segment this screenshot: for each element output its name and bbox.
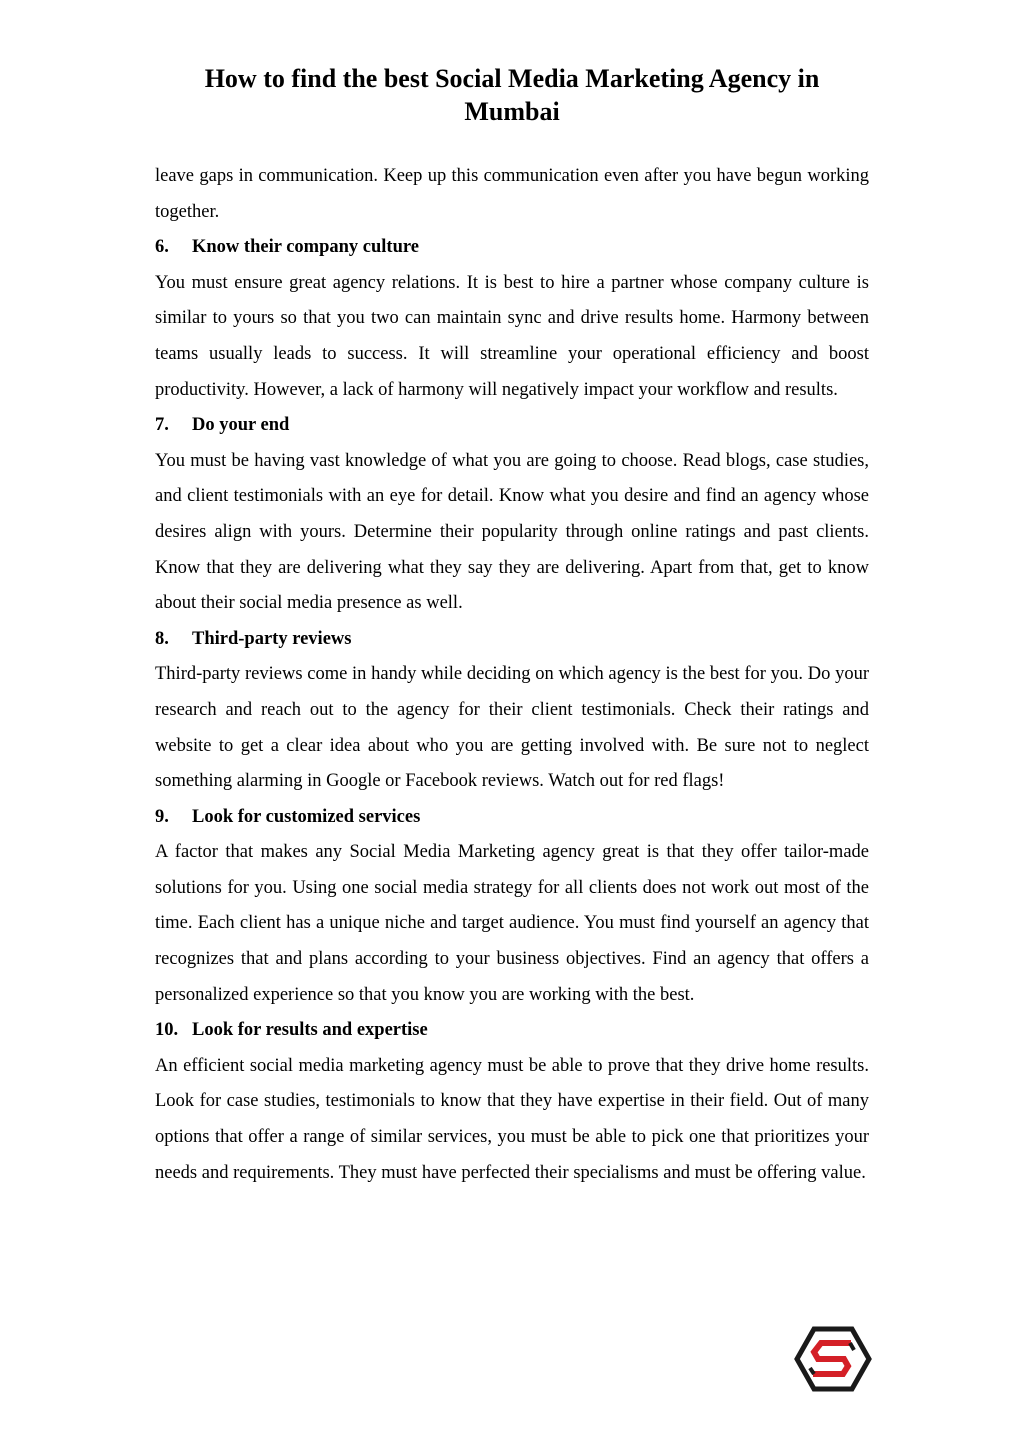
section-heading [155, 622, 869, 658]
section-body: You must be having vast knowledge of what you are going to choose. Read blogs, case studies, and client testimonials with an eye for detail. Know what you desire and find an agency whose desires align with yours. Determine their popularity through online ratings and past clients. Know that they are delivering what they say they are delivering. Apart from that, get to know about their social media presence as well. [155, 450, 869, 614]
section-body: Third-party reviews come in handy while deciding on which agency is the best for you. Do your research and reach out to the agency for their client testimonials. Check their ratings and website to get a clear idea about who you are getting involved with. Be sure not to neglect something alarming in Google or Facebook reviews. Watch out for red flags! [155, 664, 869, 792]
section-8 [155, 622, 869, 800]
section-number: 6. [155, 237, 169, 258]
section-heading [155, 408, 869, 444]
section-number: 9. [155, 806, 169, 827]
section-number: 8. [155, 628, 169, 649]
hexagon-s-logo-icon [794, 1326, 872, 1392]
document-page [155, 62, 869, 1191]
section-10 [155, 1013, 869, 1191]
section-number: 7. [155, 415, 169, 436]
section-title: Third-party reviews [192, 628, 352, 649]
section-body: An efficient social media marketing agency must be able to prove that they drive home results. Look for case studies, testimonials to know that they have expertise in their field. Out of many options that offer a range of similar services, you must be able to pick one that prioritizes your needs and requirements. They must have perfected their specialisms and must be offering value. [155, 1055, 869, 1183]
section-title: Know their company culture [192, 237, 419, 258]
section-body: A factor that makes any Social Media Marketing agency great is that they offer tailor-made solutions for you. Using one social media strategy for all clients does not work out most of the time. Each client has a unique niche and target audience. You must find yourself an agency that recognizes that and plans according to your business objectives. Find an agency that offers a personalized experience so that you know you are working with the best. [155, 842, 869, 1005]
document-title: How to find the best Social Media Marketing Agency in Mumbai [204, 64, 820, 126]
intro-paragraph: leave gaps in communication. Keep up this communication even after you have begun working together. [155, 166, 869, 222]
section-body: You must ensure great agency relations. It is best to hire a partner whose company culture is similar to yours so that you two can maintain sync and drive results home. Harmony between teams usually leads to success. It will streamline your operational efficiency and boost productivity. However, a lack of harmony will negatively impact your workflow and results. [155, 272, 869, 400]
section-6 [155, 230, 869, 408]
section-title: Look for results and expertise [192, 1020, 428, 1041]
section-title: Do your end [192, 415, 290, 436]
section-title: Look for customized services [192, 806, 421, 827]
section-heading [155, 1013, 869, 1049]
logo-accent-bottom [810, 1368, 814, 1374]
section-heading [155, 230, 869, 266]
logo-accent-top [850, 1343, 854, 1350]
section-heading [155, 800, 869, 836]
section-number: 10. [155, 1020, 179, 1041]
section-7 [155, 408, 869, 622]
section-9 [155, 800, 869, 1014]
logo-red-s [814, 1343, 848, 1374]
